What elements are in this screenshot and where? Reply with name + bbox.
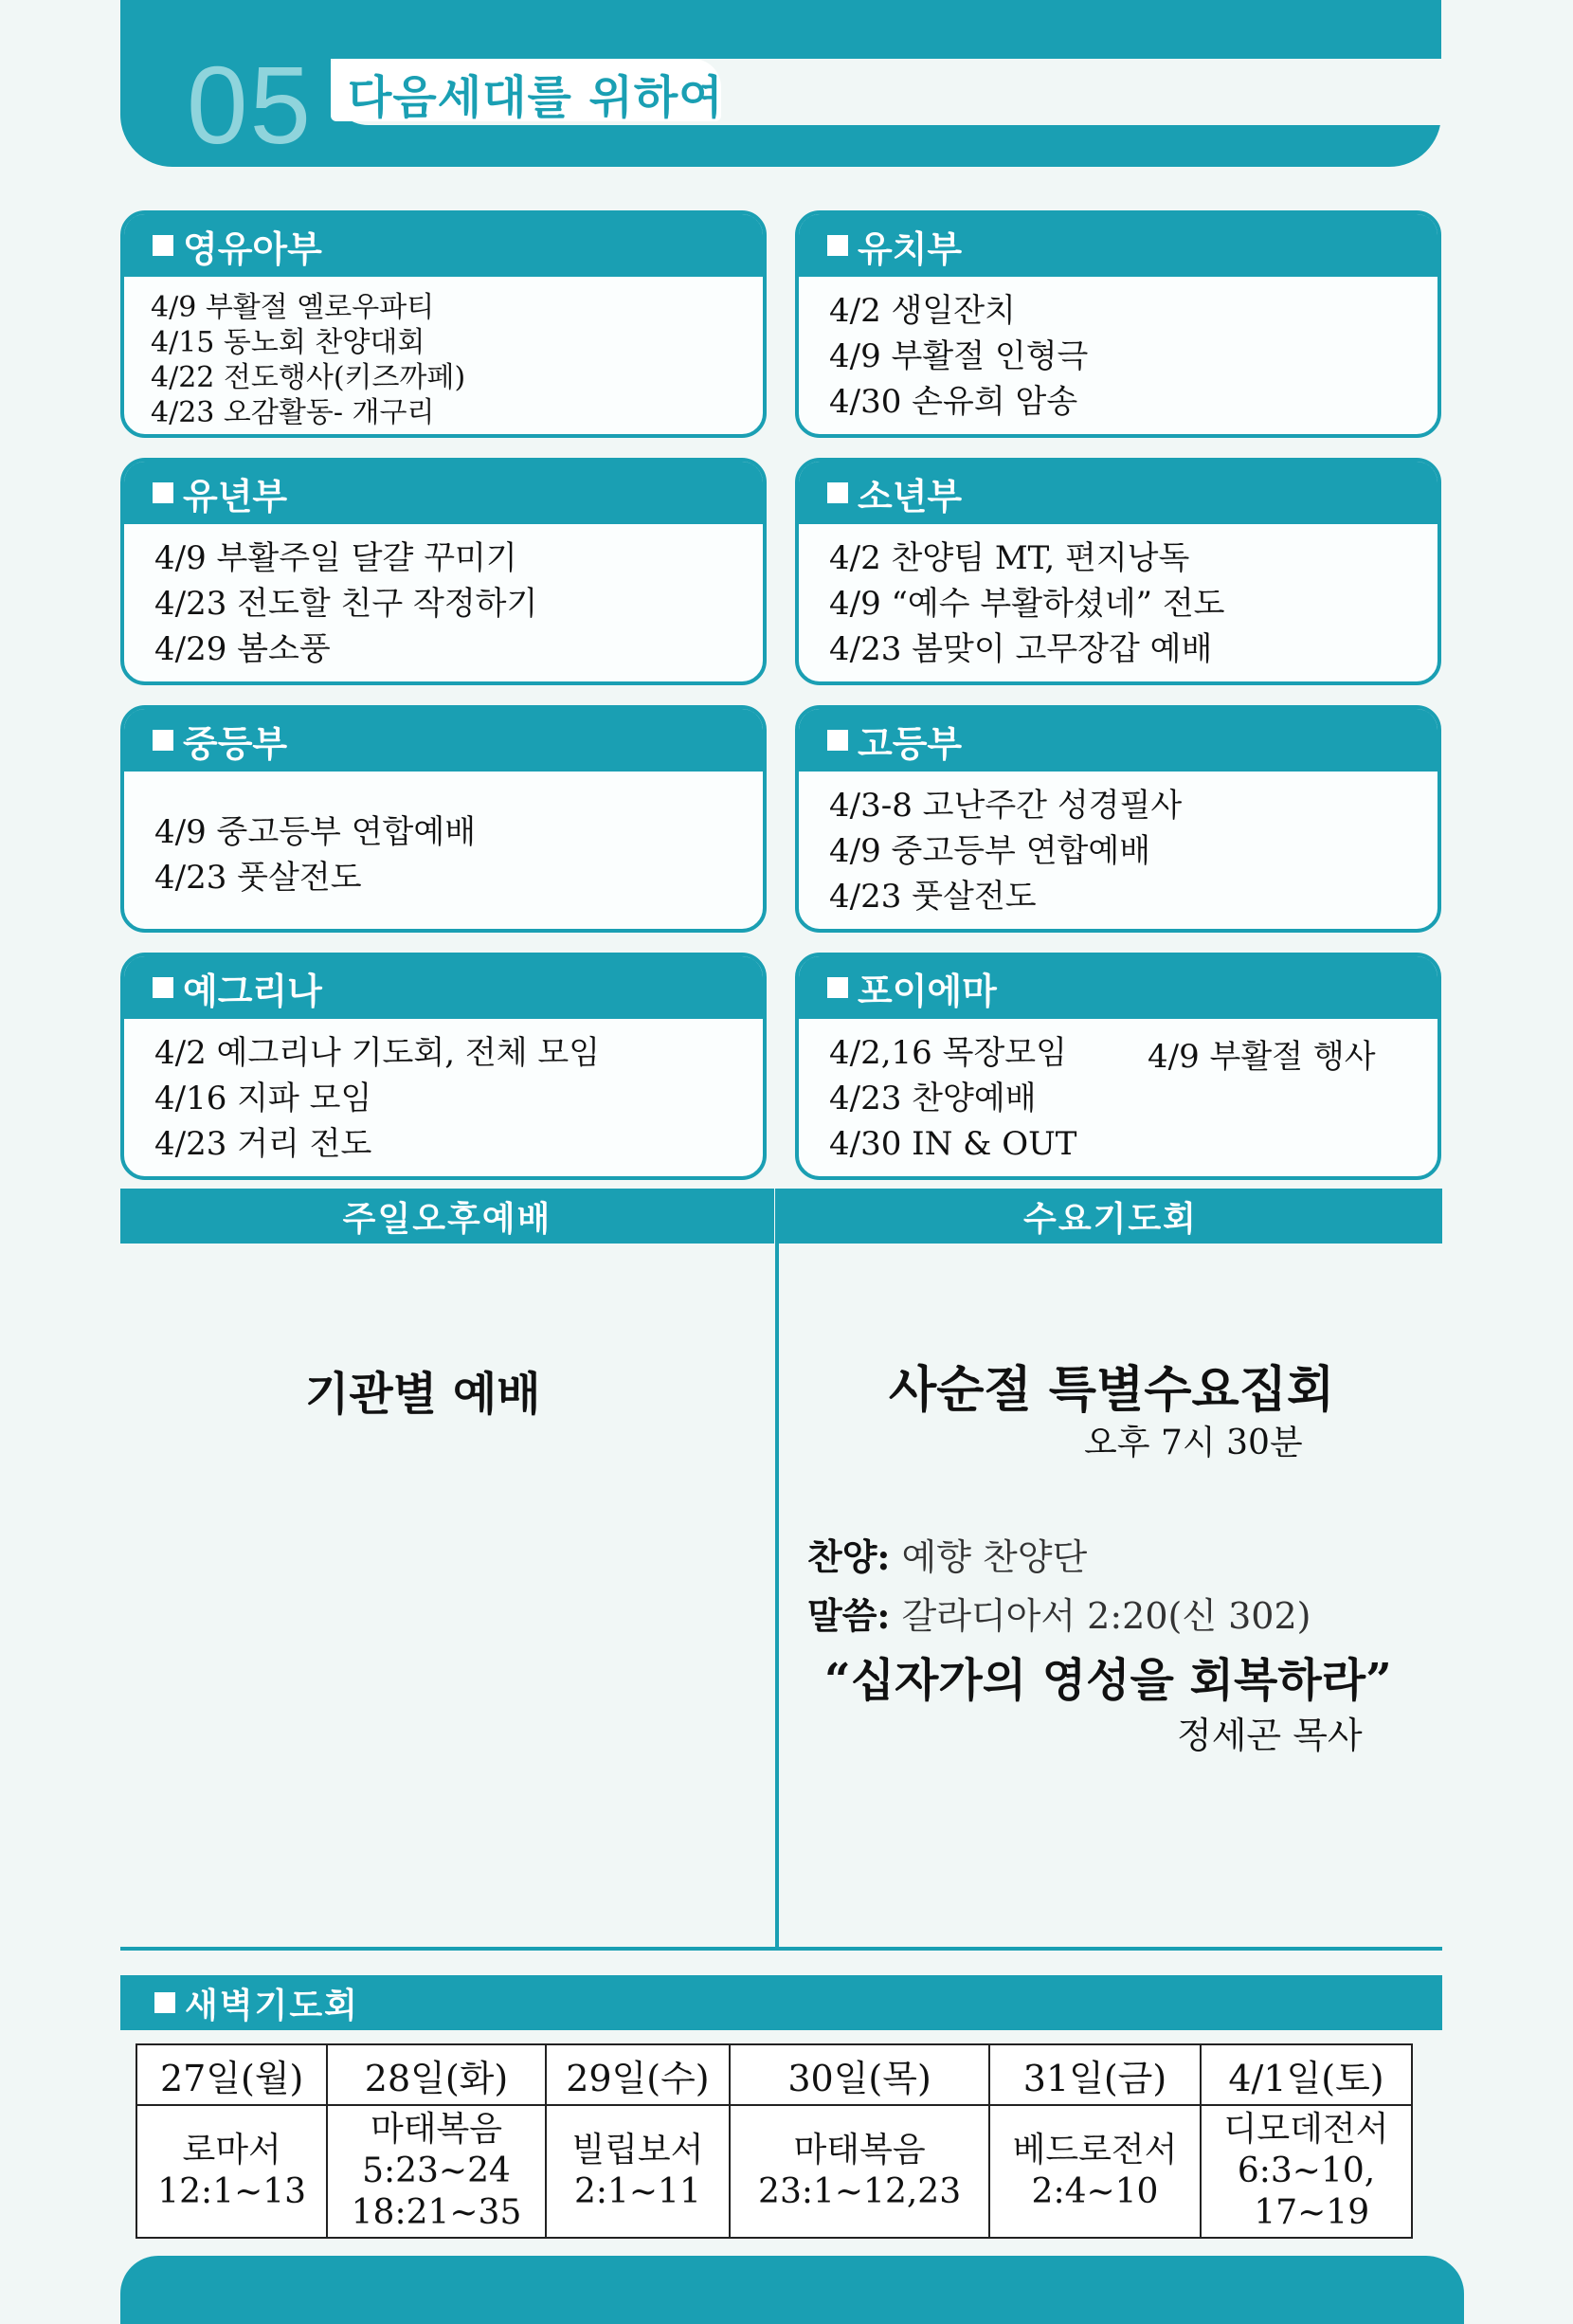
word-value: 갈라디아서 2:20(신 302) [901,1595,1311,1637]
list-item: 4/15 동노회 찬양대회 [151,326,425,359]
square-bullet-icon [153,730,173,751]
dawn-schedule-table [136,2043,1413,2239]
table-header-cell: 31일(금) [989,2044,1201,2105]
praise-label: 찬양: [807,1535,891,1578]
list-item: 4/2,16 목장모임 [829,1034,1067,1072]
square-bullet-icon [153,482,173,503]
box-middle-bar [124,709,763,772]
square-bullet-icon [153,235,173,256]
list-item: 4/9 부활절 옐로우파티 [151,291,435,324]
wednesday-header: 수요기도회 [779,1189,1442,1244]
list-item: 4/9 “예수 부활하셨네” 전도 [829,585,1225,623]
box-junior-title: 유년부 [183,475,288,517]
sermon-title: “십자가의 영성을 회복하라” [824,1654,1392,1707]
praise-line [807,1528,1087,1580]
box-poiema [795,953,1441,1180]
list-item: 4/23 찬양예배 [829,1080,1037,1117]
list-item: 4/23 풋살전도 [154,859,362,897]
column-divider [775,1189,779,1951]
box-infant-lines [124,277,763,430]
table-header-cell: 27일(월) [136,2044,327,2105]
square-bullet-icon [827,482,848,503]
box-high-bar [799,709,1437,772]
table-cell: 디모데전서 6:3~10, 17~19 [1201,2105,1412,2238]
sunday-text: 기관별 예배 [305,1368,541,1421]
table-cell: 마태복음 23:1~12,23 [730,2105,989,2238]
list-item: 4/3-8 고난주간 성경필사 [829,787,1183,825]
box-agrina [120,953,767,1180]
list-item: 4/23 전도할 친구 작정하기 [154,585,538,623]
box-high [795,705,1441,933]
list-item: 4/23 봄맞이 고무장갑 예배 [829,630,1213,668]
box-high-title: 고등부 [858,722,963,765]
list-item: 4/23 거리 전도 [154,1125,372,1163]
praise-value: 예향 찬양단 [901,1536,1088,1578]
box-infant-title: 영유아부 [183,227,322,270]
word-line [807,1587,1311,1639]
box-middle-lines [124,772,763,900]
list-item: 4/2 찬양팀 MT, 편지낭독 [829,539,1190,577]
table-header-cell: 29일(수) [546,2044,730,2105]
box-middle-title: 중등부 [183,722,288,765]
box-junior-lines [124,524,763,672]
table-row [136,2044,1412,2105]
box-kinder [795,210,1441,438]
box-poiema-extra: 4/9 부활절 행사 [1148,1038,1376,1076]
box-high-lines [799,772,1437,919]
box-agrina-lines [124,1019,763,1167]
box-junior [120,458,767,685]
box-poiema-bar [799,956,1437,1019]
list-item: 4/9 중고등부 연합예배 [829,832,1151,870]
box-kinder-title: 유치부 [858,227,963,270]
box-boys-lines [799,524,1437,672]
square-bullet-icon [827,977,848,998]
list-item: 4/9 부활절 인형극 [829,337,1089,375]
list-item: 4/22 전도행사(키즈까페) [151,361,466,394]
list-item: 4/9 중고등부 연합예배 [154,813,477,851]
table-cell: 로마서 12:1~13 [136,2105,327,2238]
box-agrina-title: 예그리나 [183,970,322,1012]
list-item: 4/2 생일잔치 [829,292,1016,330]
box-infant-bar [124,214,763,277]
list-item: 4/2 예그리나 기도회, 전체 모임 [154,1034,601,1072]
list-item: 4/29 봄소풍 [154,630,331,668]
dawn-header [120,1975,1442,2030]
square-bullet-icon [154,1992,175,2013]
table-cell: 베드로전서 2:4~10 [989,2105,1201,2238]
sunday-header: 주일오후예배 [120,1189,774,1244]
list-item: 4/16 지파 모임 [154,1080,372,1117]
table-cell: 빌립보서 2:1~11 [546,2105,730,2238]
square-bullet-icon [827,235,848,256]
box-boys-bar [799,462,1437,524]
wednesday-time: 오후 7시 30분 [1084,1424,1303,1462]
list-item: 4/30 손유희 암송 [829,383,1078,421]
footer-band [120,2256,1464,2324]
section-divider [120,1947,1442,1951]
box-boys [795,458,1441,685]
table-cell: 마태복음 5:23~24 18:21~35 [327,2105,545,2238]
box-kinder-lines [799,277,1437,425]
box-kinder-bar [799,214,1437,277]
list-item: 4/23 오감활동- 개구리 [151,396,435,429]
box-agrina-bar [124,956,763,1019]
box-boys-title: 소년부 [858,475,963,517]
box-middle [120,705,767,933]
dawn-title: 새벽기도회 [185,1986,359,2025]
section-title: 다음세대를 위하여 [348,71,724,124]
section-header [120,0,1441,167]
preacher: 정세곤 목사 [1177,1715,1363,1756]
table-header-cell: 28일(화) [327,2044,545,2105]
list-item: 4/23 풋살전도 [829,878,1037,916]
box-infant [120,210,767,438]
table-header-cell: 30일(목) [730,2044,989,2105]
table-row [136,2105,1412,2238]
square-bullet-icon [827,730,848,751]
table-header-cell: 4/1일(토) [1201,2044,1412,2105]
box-poiema-title: 포이에마 [858,970,997,1012]
list-item: 4/30 IN & OUT [829,1125,1077,1163]
section-number: 05 [187,44,314,167]
square-bullet-icon [153,977,173,998]
word-label: 말씀: [807,1594,891,1637]
list-item: 4/9 부활주일 달걀 꾸미기 [154,539,517,577]
box-junior-bar [124,462,763,524]
wednesday-title: 사순절 특별수요집회 [889,1361,1335,1419]
